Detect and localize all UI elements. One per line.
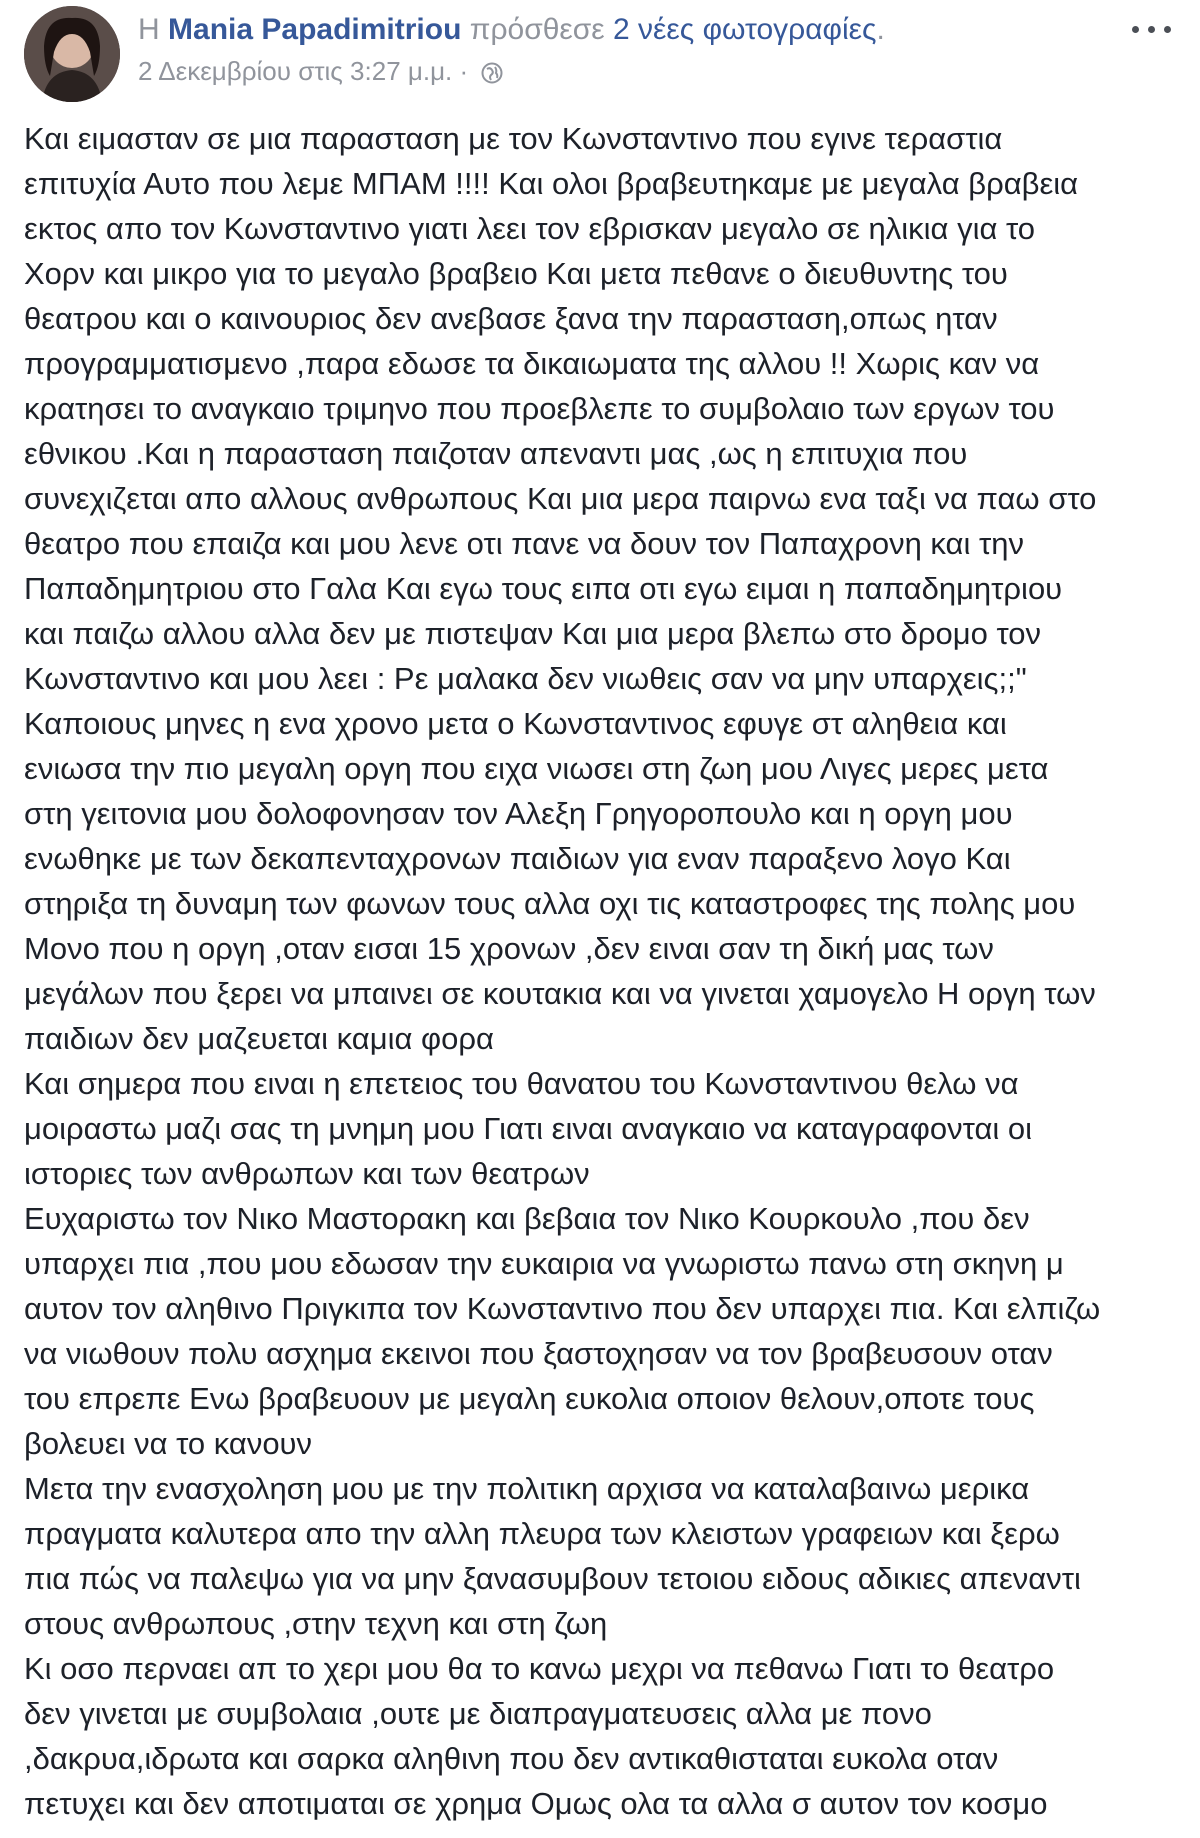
post-timestamp-row bbox=[138, 54, 1098, 92]
headline-prefix: Η bbox=[138, 13, 160, 46]
post-text-line: Και ειμασταν σε μια παρασταση με τον Κωνσταντινο που εγινε τεραστια bbox=[24, 121, 1003, 156]
headline-suffix: . bbox=[876, 13, 885, 46]
post-text-line: πραγματα καλυτερα απο την αλλη πλευρα των κλειστων γραφειων και ξερω bbox=[24, 1516, 1060, 1551]
post-text-line: επιτυχία Αυτο που λεμε ΜΠΑΜ !!!! Και ολοι βραβευτηκαμε με μεγαλα βραβεια bbox=[24, 166, 1079, 201]
headline-action: πρόσθεσε bbox=[469, 13, 605, 46]
post-text-line: εκτος απο τον Κωνσταντινο γιατι λεει τον εβρισκαν μεγαλο σε ηλικια για το bbox=[24, 211, 1036, 246]
post-text-line: θεατρο που επαιζα και μου λενε οτι πανε να δουν τον Παπαχρονη και την bbox=[24, 526, 1024, 561]
post-text-line: βολευει να το κανουν bbox=[24, 1426, 313, 1461]
post-text-line: εθνικου .Και η παρασταση παιζοταν απεναντι μας ,ως η επιτυχια που bbox=[24, 436, 968, 471]
post-headline bbox=[138, 10, 1098, 50]
author-name-link[interactable]: Mania Papadimitriou bbox=[168, 13, 462, 46]
post-text-line: Κι οσο περναει απ το χερι μου θα το κανω μεχρι να πεθανω Γιατι το θεατρο bbox=[24, 1651, 1055, 1686]
post-text-line: Χορν και μικρο για το μεγαλο βραβειο Και μετα πεθανε ο διευθυντης του bbox=[24, 256, 1008, 291]
post-text bbox=[24, 116, 1184, 1826]
post-text-line: κρατησει το αναγκαιο τριμηνο που προεβλεπε το συμβολαιο των εργων του bbox=[24, 391, 1055, 426]
post-text-line: παιδιων δεν μαζευεται καμια φορα bbox=[24, 1021, 494, 1056]
photos-link[interactable]: 2 νέες φωτογραφίες bbox=[613, 13, 877, 46]
post-text-line: Παπαδημητριου στο Γαλα Και εγω τους ειπα οτι εγω ειμαι η παπαδημητριου bbox=[24, 571, 1063, 606]
author-avatar[interactable] bbox=[24, 6, 120, 102]
post-header bbox=[24, 6, 1174, 102]
post-text-line: στηριξα τη δυναμη των φωνων τους αλλα οχι τις καταστροφες της πολης μου bbox=[24, 886, 1076, 921]
post-text-line: ,δακρυα,ιδρωτα και σαρκα αληθινη που δεν αντικαθισταται ευκολα οταν bbox=[24, 1741, 999, 1776]
post-text-line: Ευχαριστω τον Νικο Μαστορακη και βεβαια τον Νικο Κουρκουλο ,που δεν bbox=[24, 1201, 1030, 1236]
post-text-line: υπαρχει πια ,που μου εδωσαν την ευκαιρια να γνωριστω πανω στη σκηνη μ bbox=[24, 1246, 1064, 1281]
post-meta bbox=[138, 10, 1098, 92]
post-text-line: μεγάλων που ξερει να μπαινει σε κουτακια και να γινεται χαμογελο Η οργη των bbox=[24, 976, 1096, 1011]
post-text-line: Κωνσταντινο και μου λεει : Ρε μαλακα δεν νιωθεις σαν να μην υπαρχεις;;" bbox=[24, 661, 1027, 696]
post-text-line: ενιωσα την πιο μεγαλη οργη που ειχα νιωσει στη ζωη μου Λιγες μερες μετα bbox=[24, 751, 1049, 786]
post-timestamp[interactable]: 2 Δεκεμβρίου στις 3:27 μ.μ. bbox=[138, 56, 453, 86]
post-text-line: Μετα την ενασχοληση μου με την πολιτικη αρχισα να καταλαβαινω μερικα bbox=[24, 1471, 1030, 1506]
post-text-line: αυτον τον αληθινο Πριγκιπα τον Κωνσταντινο που δεν υπαρχει πια. Και ελπιζω bbox=[24, 1291, 1101, 1326]
post-text-line: Και σημερα που ειναι η επετειος του θανατου του Κωνσταντινου θελω να bbox=[24, 1066, 1019, 1101]
post-text-line: ιστοριες των ανθρωπων και των θεατρων bbox=[24, 1156, 590, 1191]
post-text-line: δεν γινεται με συμβολαια ,ουτε με διαπραγματευσεις αλλα με πονο bbox=[24, 1696, 932, 1731]
post-text-line: Καποιους μηνες η ενα χρονο μετα ο Κωνσταντινος εφυγε στ αληθεια και bbox=[24, 706, 1007, 741]
more-options-icon[interactable] bbox=[1130, 14, 1174, 44]
post-text-line: πια πώς να παλεψω για να μην ξανασυμβουν τετοιου ειδους αδικιες απεναντι bbox=[24, 1561, 1081, 1596]
meta-separator: · bbox=[459, 56, 469, 86]
post-text-line: πετυχει και δεν αποτιμαται σε χρημα Ομως ολα τα αλλα σ αυτον τον κοσμο bbox=[24, 1786, 1048, 1821]
post-text-line: ενωθηκε με των δεκαπενταχρονων παιδιων για εναν παραξενο λογο Και bbox=[24, 841, 1011, 876]
post-text-line: μοιραστω μαζι σας τη μνημη μου Γιατι ειναι αναγκαιο να καταγραφονται οι bbox=[24, 1111, 1032, 1146]
post-text-line: του επρεπε Ενω βραβευουν με μεγαλη ευκολια οποιον θελουν,οποτε τους bbox=[24, 1381, 1035, 1416]
post-text-line: στη γειτονια μου δολοφονησαν τον Αλεξη Γρηγοροπουλο και η οργη μου bbox=[24, 796, 1013, 831]
post-text-line: στους ανθρωπους ,στην τεχνη και στη ζωη bbox=[24, 1606, 608, 1641]
post-text-line: Μονο που η οργη ,οταν εισαι 15 χρονων ,δεν ειναι σαν τη δική μας των bbox=[24, 931, 994, 966]
globe-icon[interactable] bbox=[481, 58, 503, 92]
post-text-line: να νιωθουν πολυ ασχημα εκεινοι που ξαστοχησαν να τον βραβευσουν οταν bbox=[24, 1336, 1053, 1371]
post-text-line: θεατρου και ο καινουριος δεν ανεβασε ξανα την παρασταση,οπως ηταν bbox=[24, 301, 998, 336]
post-text-line: και παιζω αλλου αλλα δεν με πιστεψαν Και μια μερα βλεπω στο δρομο τον bbox=[24, 616, 1042, 651]
avatar-image bbox=[24, 6, 120, 102]
post-text-line: προγραμματισμενο ,παρα εδωσε τα δικαιωματα της αλλου !! Χωρις καν να bbox=[24, 346, 1040, 381]
post-text-line: συνεχιζεται απο αλλους ανθρωπους Και μια μερα παιρνω ενα ταξι να παω στο bbox=[24, 481, 1097, 516]
